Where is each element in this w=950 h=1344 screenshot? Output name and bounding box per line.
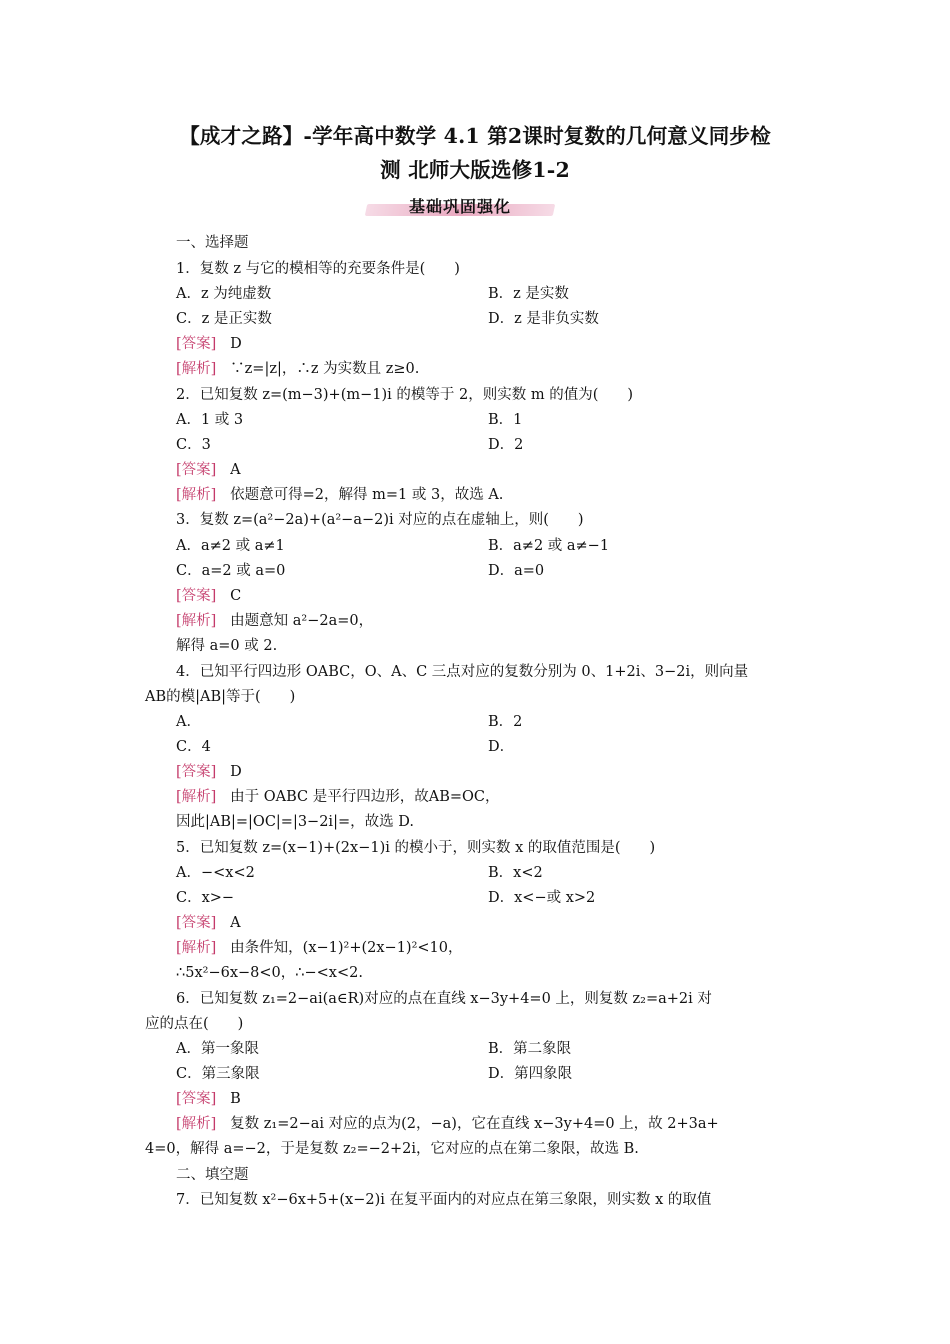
answer-label: [答案]	[176, 462, 217, 478]
answer-3: C	[230, 588, 242, 604]
option-1c: C．z 是正实数	[176, 311, 272, 327]
answer-label: [答案]	[176, 764, 217, 780]
option-5d: D．x<−或 x>2	[488, 890, 596, 906]
analysis-label: [解析]	[176, 361, 217, 377]
analysis-4: 由于 OABC 是平行四边形，故AB=OC，	[230, 789, 500, 805]
analysis-6-cont: 4=0，解得 a=−2，于是复数 z₂=−2+2i，它对应的点在第二象限，故选 B.	[145, 1141, 639, 1157]
analysis-3-cont: 解得 a=0 或 2.	[176, 638, 278, 654]
option-4b: B．2	[488, 714, 523, 730]
banner-label: 基础巩固强化	[408, 197, 511, 216]
analysis-label: [解析]	[176, 789, 217, 805]
option-6b: B．第二象限	[488, 1041, 572, 1057]
analysis-6: 复数 z₁=2−ai 对应的点为(2，−a)，它在直线 x−3y+4=0 上，故 2+3a+	[230, 1116, 719, 1132]
analysis-1: ∵z=|z|，∴z 为实数且 z≥0.	[230, 361, 420, 377]
answer-5: A	[230, 915, 241, 931]
section-heading: 一、选择题	[176, 235, 249, 251]
document-title-line-2: 测 北师大版选修1-2	[380, 158, 570, 182]
answer-label: [答案]	[176, 915, 217, 931]
option-4d: D．	[488, 739, 515, 755]
answer-label: [答案]	[176, 1091, 217, 1107]
question-4-cont: AB的模|AB|等于( )	[145, 689, 296, 705]
option-1a: A．z 为纯虚数	[176, 286, 272, 302]
option-5c: C．x>−	[176, 890, 235, 906]
section-heading: 二、填空题	[176, 1167, 249, 1183]
answer-label: [答案]	[176, 336, 217, 352]
answer-2: A	[230, 462, 241, 478]
option-6d: D．第四象限	[488, 1066, 573, 1082]
question-7: 7．已知复数 x²−6x+5+(x−2)i 在复平面内的对应点在第三象限，则实数 x 的取值	[176, 1192, 712, 1208]
question-3: 3．复数 z=(a²−2a)+(a²−a−2)i 对应的点在虚轴上，则( )	[176, 512, 584, 528]
option-4a: A．	[176, 714, 201, 730]
analysis-label: [解析]	[176, 487, 217, 503]
answer-label: [答案]	[176, 588, 217, 604]
answer-1: D	[230, 336, 242, 352]
analysis-label: [解析]	[176, 613, 217, 629]
option-4c: C．4	[176, 739, 211, 755]
option-2c: C．3	[176, 437, 211, 453]
analysis-3: 由题意知 a²−2a=0，	[230, 613, 374, 629]
option-6a: A．第一象限	[176, 1041, 259, 1057]
option-3b: B．a≠2 或 a≠−1	[488, 538, 610, 554]
question-5: 5．已知复数 z=(x−1)+(2x−1)i 的模小于，则实数 x 的取值范围是( )	[176, 840, 656, 856]
question-6: 6．已知复数 z₁=2−ai(a∈R)对应的点在直线 x−3y+4=0 上，则复数 z₂=a+2i 对	[176, 991, 712, 1007]
analysis-2: 依题意可得=2，解得 m=1 或 3，故选 A.	[230, 487, 504, 503]
option-1b: B．z 是实数	[488, 286, 569, 302]
option-5a: A．−<x<2	[176, 865, 255, 881]
option-1d: D．z 是非负实数	[488, 311, 599, 327]
answer-6: B	[230, 1091, 241, 1107]
section-banner	[366, 196, 554, 220]
option-2a: A．1 或 3	[176, 412, 244, 428]
option-5b: B．x<2	[488, 865, 543, 881]
document-title-line-1: 【成才之路】-学年高中数学 4.1 第2课时复数的几何意义同步检	[179, 124, 771, 148]
analysis-label: [解析]	[176, 1116, 217, 1132]
question-2: 2．已知复数 z=(m−3)+(m−1)i 的模等于 2，则实数 m 的值为( )	[176, 387, 634, 403]
question-4: 4．已知平行四边形 OABC，O、A、C 三点对应的复数分别为 0、1+2i、3−2i，则向量	[176, 664, 749, 680]
analysis-label: [解析]	[176, 940, 217, 956]
analysis-5-cont: ∴5x²−6x−8<0，∴−<x<2.	[176, 965, 363, 981]
analysis-4-cont: 因此|AB|=|OC|=|3−2i|=，故选 D.	[176, 814, 414, 830]
answer-4: D	[230, 764, 242, 780]
option-3c: C．a=2 或 a=0	[176, 563, 286, 579]
question-6-cont: 应的点在( )	[145, 1016, 244, 1032]
analysis-5: 由条件知，(x−1)²+(2x−1)²<10，	[230, 940, 463, 956]
option-3d: D．a=0	[488, 563, 545, 579]
question-1: 1．复数 z 与它的模相等的充要条件是( )	[176, 261, 460, 277]
option-2b: B．1	[488, 412, 523, 428]
option-3a: A．a≠2 或 a≠1	[176, 538, 285, 554]
option-6c: C．第三象限	[176, 1066, 260, 1082]
option-2d: D．2	[488, 437, 524, 453]
